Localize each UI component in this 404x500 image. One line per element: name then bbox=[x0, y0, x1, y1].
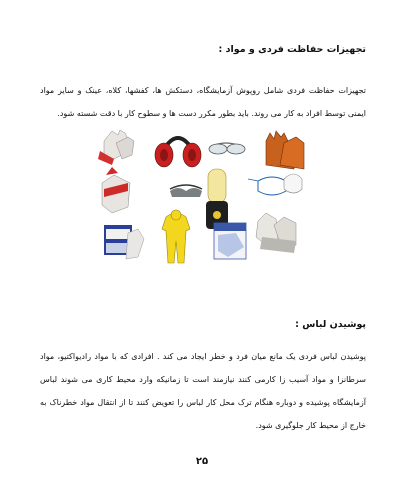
paragraph-ppe: تجهیزات حفاظت فردی شامل روپوش آزمایشگاه، دستکش ها، کفشها، کلاه، عینک و سایر مواد ایمنی توسط افراد به کار می روند. باید بطور مکرر دست ها و سطوح کار با دقت شسته شود. bbox=[40, 86, 366, 118]
rain-suit-icon bbox=[162, 210, 190, 263]
safety-goggles-icon bbox=[170, 185, 202, 197]
leather-glove-icon bbox=[266, 131, 304, 169]
earmuffs-icon bbox=[155, 138, 201, 167]
glove-pack-icon bbox=[214, 223, 246, 259]
earplug-dispenser-icon bbox=[206, 169, 228, 229]
glove-box-icon bbox=[104, 225, 144, 259]
page-number: ۲۵ bbox=[195, 456, 209, 467]
red-cuff-gloves-icon bbox=[102, 167, 130, 213]
gloves-icon bbox=[98, 130, 134, 165]
section-heading-ppe: تجهیزات حفاظت فردی و مواد : bbox=[218, 44, 366, 55]
section-heading-clothing: پوشیدن لباس : bbox=[295, 319, 366, 330]
dust-mask-icon bbox=[248, 174, 302, 195]
safety-glasses-icon bbox=[209, 143, 245, 154]
paragraph-clothing: پوشیدن لباس فردی یک مانع میان فرد و خطر ایجاد می کند . افرادی که با مواد رادیواکتیو، مواد سرطانزا و مواد آسیب زا کارمی کنند نیازمند است تا زمانیکه وارد محیط کاری می شوند لباس آزمایشگاه پوشیده و دوباره هنگام ترک محل کار لباس را تعویض کنند تا از انتقال مواد خطرناک به خارج از محیط کار جلوگیری شود. bbox=[40, 352, 366, 430]
work-gloves-icon bbox=[256, 213, 296, 253]
ppe-equipment-figure bbox=[98, 129, 310, 266]
